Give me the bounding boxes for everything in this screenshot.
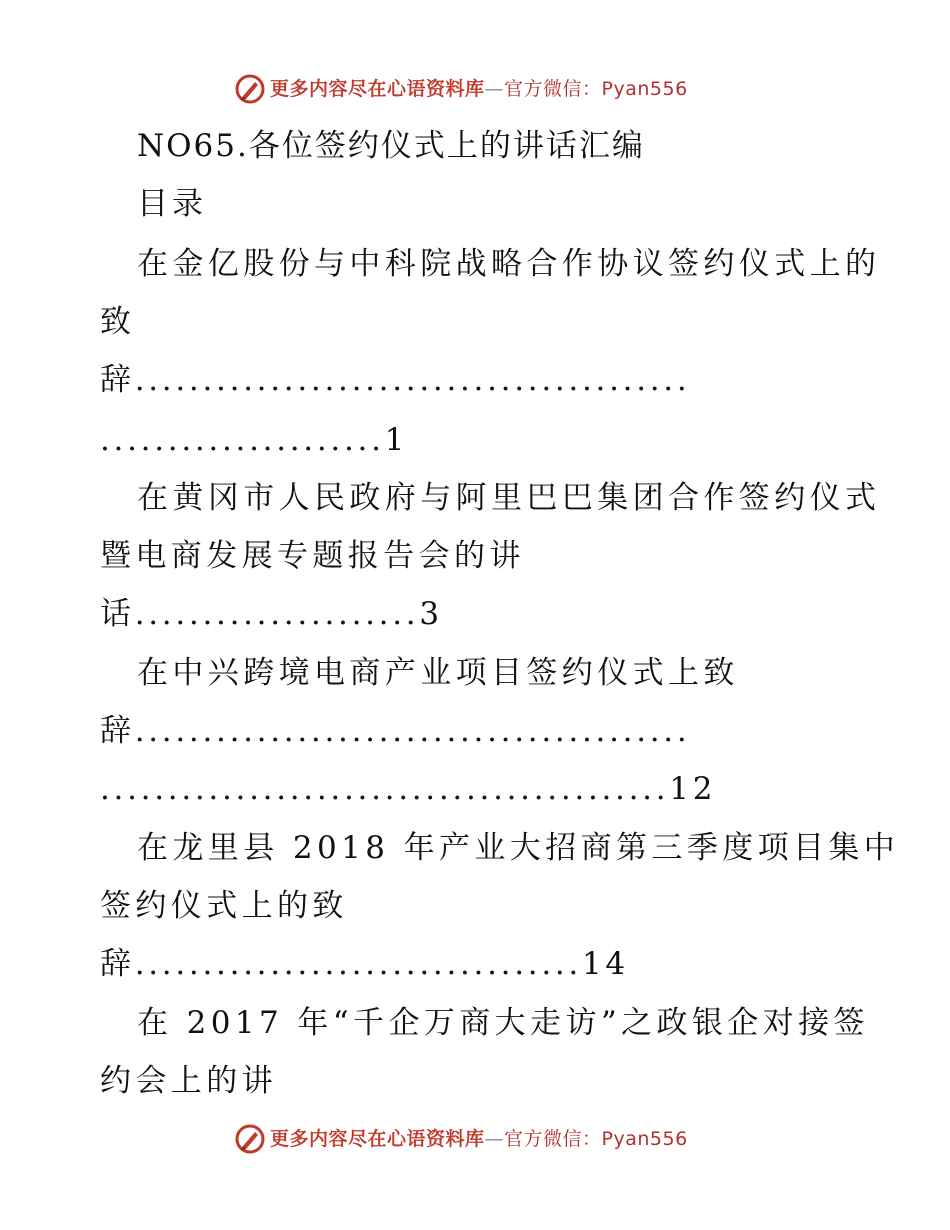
toc-entry-5-line-1: 在 2017 年“千企万商大走访”之政银企对接签 <box>137 1005 869 1041</box>
banner-wechat-id: Pyan556 <box>601 1128 688 1150</box>
header-watermark-banner <box>0 70 950 110</box>
toc-entry-4-line-2: 签约仪式上的致 <box>100 888 348 924</box>
toc-entry-1-line-2: 致 <box>100 304 136 340</box>
toc-entry-4-page: 辞.................................14 <box>100 946 629 982</box>
toc-entry-1-page: .....................1 <box>100 422 409 458</box>
banner-official: 官方微信： <box>504 78 602 100</box>
pen-logo-icon <box>234 73 266 105</box>
banner-text-main: 更多内容尽在心语资料库 <box>270 1128 485 1150</box>
toc-heading: 目录 <box>137 186 207 222</box>
pen-logo-icon <box>234 1123 266 1155</box>
toc-entry-4-line-1: 在龙里县 2018 年产业大招商第三季度项目集中 <box>137 830 900 866</box>
banner-text <box>270 1126 688 1152</box>
banner-dash: — <box>484 1128 505 1150</box>
toc-entry-5-line-2: 约会上的讲 <box>100 1063 277 1099</box>
toc-entry-2-line-1: 在黄冈市人民政府与阿里巴巴集团合作签约仪式 <box>137 480 881 516</box>
document-title: NO65.各位签约仪式上的讲话汇编 <box>137 128 645 164</box>
footer-watermark-banner <box>0 1120 950 1160</box>
banner-official: 官方微信： <box>504 1128 602 1150</box>
toc-entry-1-line-3: 辞......................................... <box>100 362 691 398</box>
banner-text-main: 更多内容尽在心语资料库 <box>270 78 485 100</box>
banner-text <box>270 76 688 102</box>
toc-entry-1-line-1: 在金亿股份与中科院战略合作协议签约仪式上的 <box>137 246 881 282</box>
toc-entry-3-page: ..........................................12 <box>100 771 717 807</box>
toc-entry-2-line-2: 暨电商发展专题报告会的讲 <box>100 538 525 574</box>
toc-entry-2-page: 话.....................3 <box>100 596 443 632</box>
banner-wechat-id: Pyan556 <box>601 78 688 100</box>
banner-dash: — <box>484 78 505 100</box>
toc-entry-3-line-2: 辞......................................... <box>100 713 691 749</box>
toc-entry-3-line-1: 在中兴跨境电商产业项目签约仪式上致 <box>137 655 739 691</box>
